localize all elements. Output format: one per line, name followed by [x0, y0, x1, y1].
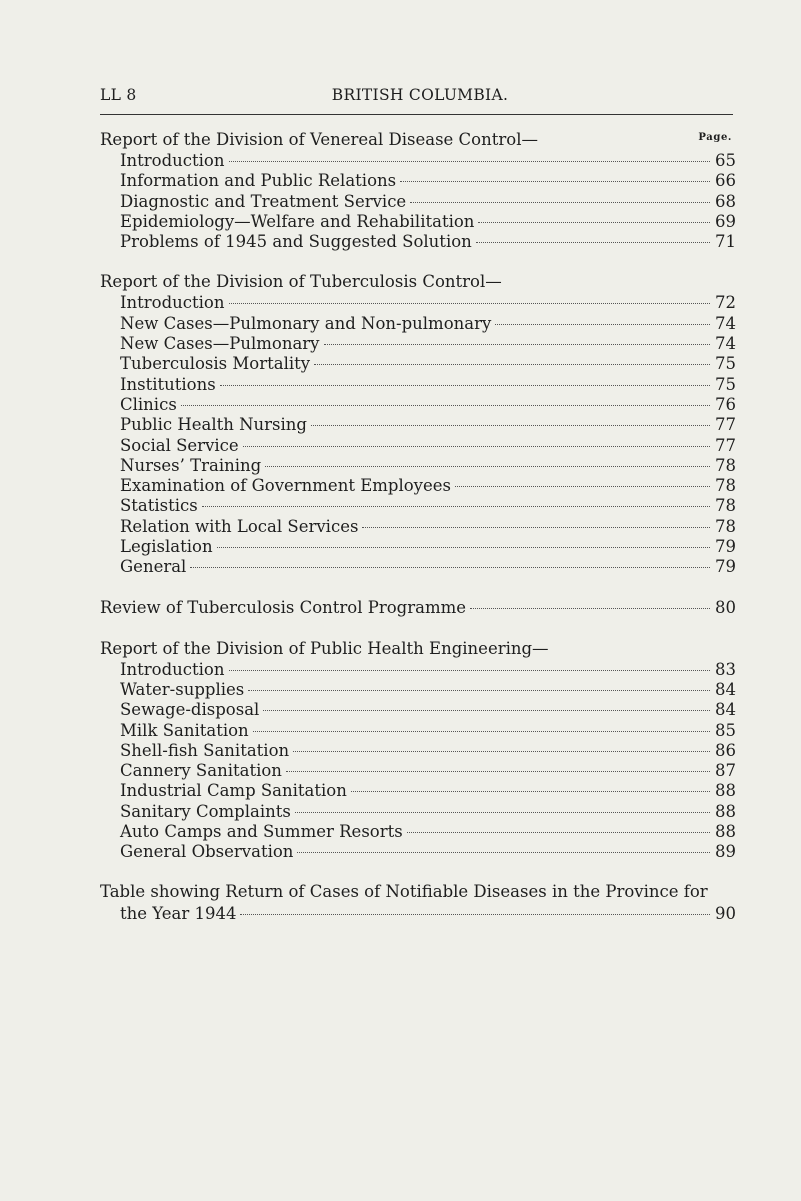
- toc-entry-label: Relation with Local Services: [120, 516, 359, 536]
- toc-entry-page: 78: [715, 496, 736, 516]
- toc-entry[interactable]: [100, 761, 736, 781]
- toc-entry-page: 74: [715, 334, 736, 354]
- toc-entry-label: Epidemiology—Welfare and Rehabilitation: [120, 211, 475, 231]
- toc-entry-label: Cannery Sanitation: [120, 761, 282, 781]
- toc-entry[interactable]: [100, 822, 736, 842]
- toc-entry-label: Introduction: [120, 293, 225, 313]
- toc-section-notifiable-diseases-table[interactable]: [100, 881, 736, 925]
- toc-entry-label: Institutions: [120, 374, 216, 394]
- leader-dots: [263, 710, 710, 711]
- toc-entry[interactable]: [100, 334, 736, 354]
- toc-entry[interactable]: [100, 151, 736, 171]
- section-title: Review of Tuberculosis Control Programme: [100, 597, 467, 617]
- toc-entry[interactable]: [100, 192, 736, 212]
- section-title: Report of the Division of Public Health Engineering—: [100, 638, 549, 658]
- toc-entry-page: 77: [715, 415, 736, 435]
- toc-entry-page: 86: [715, 740, 736, 760]
- leader-dots: [253, 731, 710, 732]
- toc-entry-label: Nurses’ Training: [120, 455, 262, 475]
- running-header: [100, 86, 740, 108]
- toc-entry-page: 69: [715, 211, 736, 231]
- toc-section-venereal-disease: [100, 128, 736, 252]
- leader-dots: [265, 466, 710, 467]
- toc-entry[interactable]: [100, 212, 736, 232]
- leader-dots: [476, 242, 710, 243]
- leader-dots: [400, 181, 710, 182]
- toc-entry-page: 65: [715, 151, 736, 170]
- toc-entry-label: Water-supplies: [120, 679, 245, 699]
- toc-entry-label: General: [120, 557, 187, 577]
- toc-entry-label: Information and Public Relations: [120, 171, 397, 191]
- leader-dots: [314, 364, 710, 365]
- toc-entry-page: 90: [715, 903, 736, 923]
- leader-dots: [248, 690, 710, 691]
- toc-entry-page: 75: [715, 354, 736, 374]
- toc-entry[interactable]: [100, 680, 736, 700]
- toc-entry-label: Introduction: [120, 659, 225, 679]
- leader-dots: [243, 446, 710, 447]
- toc-entry[interactable]: [100, 660, 736, 680]
- leader-dots: [202, 506, 710, 507]
- toc-entry[interactable]: [100, 496, 736, 516]
- toc-entry-label: Statistics: [120, 496, 198, 516]
- toc-section-tuberculosis: [100, 270, 736, 577]
- leader-dots: [470, 608, 710, 609]
- toc-entry[interactable]: [100, 171, 736, 191]
- folio: LL 8: [100, 86, 137, 104]
- toc-entry-label: Milk Sanitation: [120, 720, 249, 740]
- toc-entry-label: Problems of 1945 and Suggested Solution: [120, 232, 472, 252]
- page-column-label: Page.: [698, 132, 732, 143]
- toc-entry-page: 78: [715, 476, 736, 496]
- toc-entry-label: Tuberculosis Mortality: [120, 354, 311, 374]
- toc-entry[interactable]: [100, 842, 736, 862]
- leader-dots: [286, 771, 710, 772]
- toc-entry-page: 74: [715, 313, 736, 333]
- toc-entry-page: 71: [715, 232, 736, 252]
- leader-dots: [478, 222, 710, 223]
- toc-entry[interactable]: [100, 802, 736, 822]
- toc-entry[interactable]: [100, 596, 736, 619]
- leader-dots: [229, 161, 711, 162]
- toc-entry[interactable]: [100, 456, 736, 476]
- toc-entry-page: 78: [715, 516, 736, 536]
- leader-dots: [229, 670, 711, 671]
- toc-entry-label: Examination of Government Employees: [120, 476, 451, 496]
- section-title: Table showing Return of Cases of Notifiable Diseases in the Province for: [100, 881, 708, 901]
- toc-entry[interactable]: [100, 232, 736, 252]
- toc-entry-label: Public Health Nursing: [120, 415, 307, 435]
- toc-entry[interactable]: [100, 293, 736, 313]
- leader-dots: [362, 527, 710, 528]
- header-rule: [100, 114, 733, 115]
- toc-entry-page: 83: [715, 659, 736, 679]
- toc-entry[interactable]: [100, 721, 736, 741]
- leader-dots: [410, 202, 710, 203]
- toc-entry[interactable]: [100, 436, 736, 456]
- toc-entry-label: Sanitary Complaints: [120, 801, 291, 821]
- toc-entry-page: 88: [715, 822, 736, 842]
- toc-entry-page: 79: [715, 537, 736, 557]
- toc-entry[interactable]: [100, 395, 736, 415]
- toc-section-public-health-engineering: [100, 637, 736, 863]
- leader-dots: [407, 832, 710, 833]
- toc-entry-page: 77: [715, 435, 736, 455]
- toc-entry[interactable]: [100, 415, 736, 435]
- toc-entry-label: Diagnostic and Treatment Service: [120, 191, 407, 211]
- toc-entry-page: 68: [715, 191, 736, 211]
- leader-dots: [181, 405, 710, 406]
- toc-entry[interactable]: [100, 700, 736, 720]
- toc-entry[interactable]: [100, 741, 736, 761]
- toc-entry-label: New Cases—Pulmonary: [120, 334, 320, 354]
- toc-entry-page: 87: [715, 761, 736, 781]
- leader-dots: [240, 914, 710, 915]
- toc-entry-page: 88: [715, 801, 736, 821]
- toc-entry-label: Introduction: [120, 151, 225, 170]
- leader-dots: [293, 751, 710, 752]
- section-title: Report of the Division of Tuberculosis Control—: [100, 272, 502, 292]
- toc-entry-page: 66: [715, 171, 736, 191]
- toc-entry[interactable]: [100, 375, 736, 395]
- table-of-contents: [100, 128, 736, 943]
- toc-entry-page: 75: [715, 374, 736, 394]
- leader-dots: [217, 547, 710, 548]
- leader-dots: [311, 425, 710, 426]
- leader-dots: [220, 385, 710, 386]
- toc-entry-label: Legislation: [120, 537, 213, 557]
- toc-entry-label: Social Service: [120, 435, 239, 455]
- toc-entry-page: 84: [715, 679, 736, 699]
- toc-entry-page: 78: [715, 455, 736, 475]
- toc-entry-label: Industrial Camp Sanitation: [120, 781, 347, 801]
- leader-dots: [297, 852, 710, 853]
- toc-entry-label: Auto Camps and Summer Resorts: [120, 822, 403, 842]
- toc-entry-page: 85: [715, 720, 736, 740]
- leader-dots: [295, 812, 710, 813]
- toc-entry-page: 76: [715, 394, 736, 414]
- toc-entry-page: 79: [715, 557, 736, 577]
- toc-entry[interactable]: [100, 476, 736, 496]
- toc-entry[interactable]: [100, 537, 736, 557]
- toc-entry[interactable]: [100, 557, 736, 577]
- toc-entry-page: 88: [715, 781, 736, 801]
- toc-entry-page: 84: [715, 700, 736, 720]
- toc-entry-page: 89: [715, 842, 736, 862]
- toc-entry-page: 80: [715, 597, 736, 617]
- toc-entry[interactable]: [100, 354, 736, 374]
- toc-entry-label: Shell-fish Sanitation: [120, 740, 290, 760]
- section-title-continued: the Year 1944: [120, 903, 237, 923]
- toc-entry-page: 72: [715, 293, 736, 313]
- leader-dots: [190, 567, 710, 568]
- toc-section-review: [100, 596, 736, 619]
- section-title: Report of the Division of Venereal Disease Control—: [100, 130, 538, 149]
- leader-dots: [351, 791, 710, 792]
- toc-entry-label: Sewage-disposal: [120, 700, 260, 720]
- toc-entry-label: Clinics: [120, 394, 177, 414]
- running-title: BRITISH COLUMBIA.: [331, 86, 509, 104]
- leader-dots: [324, 344, 711, 345]
- leader-dots: [229, 303, 711, 304]
- toc-entry[interactable]: [100, 517, 736, 537]
- leader-dots: [495, 324, 710, 325]
- toc-entry-label: General Observation: [120, 842, 294, 862]
- toc-entry[interactable]: [100, 314, 736, 334]
- toc-entry-label: New Cases—Pulmonary and Non-pulmonary: [120, 313, 492, 333]
- toc-entry[interactable]: [100, 781, 736, 801]
- leader-dots: [455, 486, 710, 487]
